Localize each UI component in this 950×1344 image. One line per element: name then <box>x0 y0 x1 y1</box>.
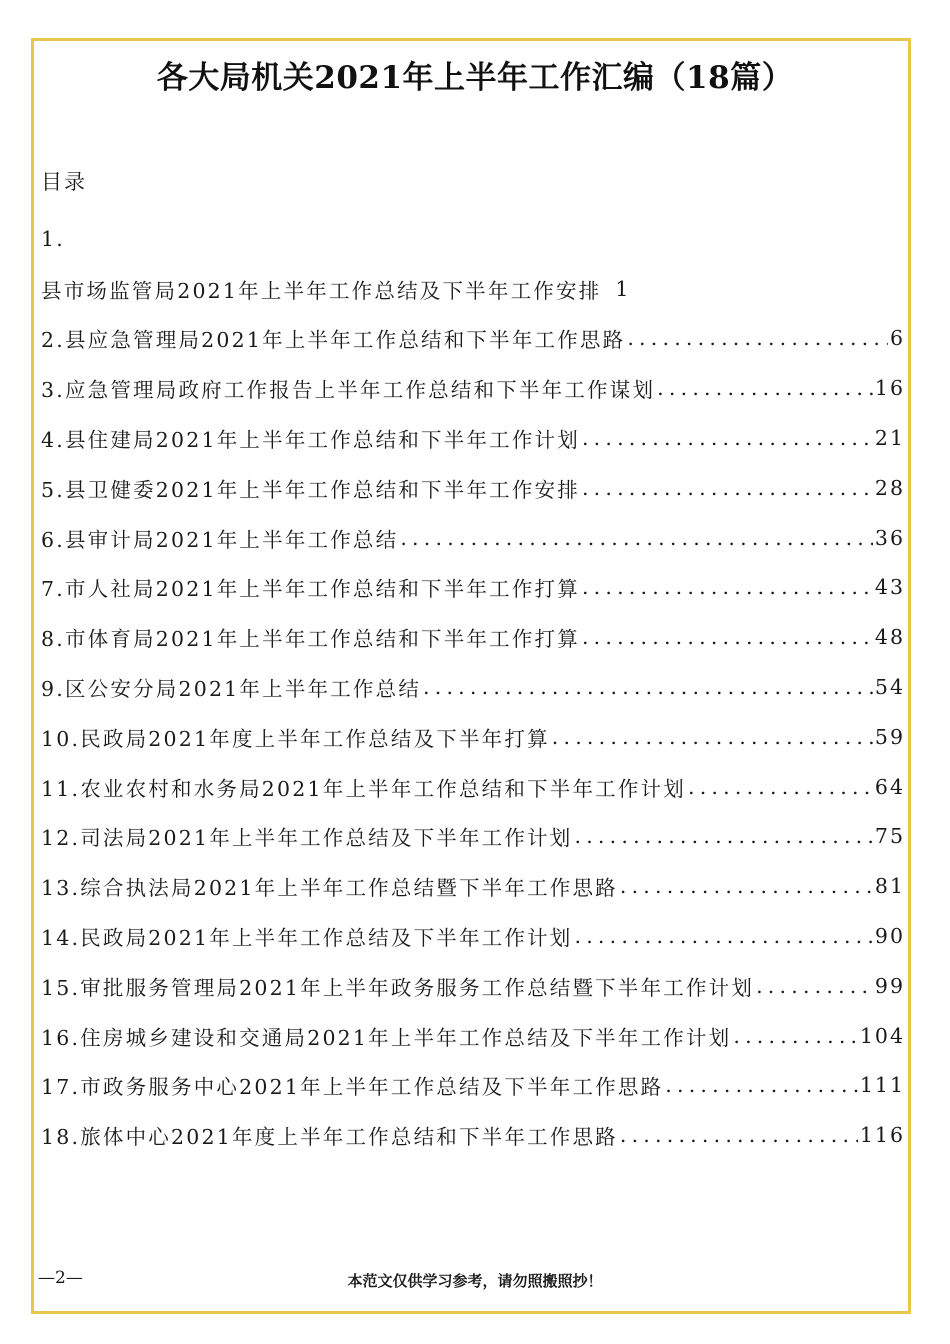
toc-entry-page: 90 <box>874 924 905 949</box>
toc-dot-leader <box>665 1073 858 1097</box>
document-title: 各大局机关2021年上半年工作汇编（18篇） <box>156 60 794 96</box>
toc-entry-page: 81 <box>874 874 905 899</box>
page-number: —2— <box>38 1268 83 1288</box>
toc-entry-page: 54 <box>874 675 905 700</box>
toc-entry-page: 28 <box>874 475 905 500</box>
toc-entry-title: 9.区公安分局2021年上半年工作总结 <box>41 677 422 702</box>
toc-entry-page: 64 <box>874 774 905 799</box>
toc-entry-page: 6 <box>889 326 905 351</box>
toc-entry[interactable] <box>41 264 905 314</box>
toc-dot-leader <box>552 725 873 749</box>
toc-entry[interactable] <box>41 1011 905 1061</box>
toc-entry-title: 11.农业农村和水务局2021年上半年工作总结和下半年工作计划 <box>41 776 686 801</box>
footer-disclaimer: 本范文仅供学习参考，请勿照搬照抄！ <box>347 1272 603 1290</box>
toc-entry[interactable] <box>41 812 905 862</box>
toc-entry-page: 116 <box>859 1123 905 1148</box>
toc-heading: 目录 <box>41 170 87 194</box>
toc-dot-leader <box>733 1024 857 1048</box>
toc-dot-leader <box>400 526 873 550</box>
toc-entry[interactable] <box>41 413 905 463</box>
toc-entry-page: 111 <box>859 1073 905 1098</box>
toc-entry[interactable] <box>41 1110 905 1160</box>
toc-dot-leader <box>582 426 873 450</box>
toc-entry-title: 18.旅体中心2021年度上半年工作总结和下半年工作思路 <box>41 1125 618 1150</box>
toc-entry-title: 2.县应急管理局2021年上半年工作总结和下半年工作思路 <box>41 328 626 353</box>
toc-dot-leader <box>582 476 873 500</box>
toc-entry-page: 59 <box>874 724 905 749</box>
toc-entry[interactable] <box>41 214 905 264</box>
toc-dot-leader <box>756 974 873 998</box>
toc-dot-leader <box>423 675 873 699</box>
toc-entry[interactable] <box>41 612 905 662</box>
toc-entry-title: 1. <box>41 226 65 251</box>
toc-entry[interactable] <box>41 662 905 712</box>
toc-dot-leader <box>582 575 873 599</box>
toc-entry[interactable] <box>41 1061 905 1111</box>
toc-entry-page: 1 <box>615 276 631 301</box>
toc-entry-page: 75 <box>874 824 905 849</box>
toc-entry-title: 12.司法局2021年上半年工作总结及下半年工作计划 <box>41 826 573 851</box>
toc-entry-title: 14.民政局2021年上半年工作总结及下半年工作计划 <box>41 926 573 951</box>
toc-dot-leader <box>574 824 872 848</box>
toc-dot-leader <box>620 874 873 898</box>
toc-entry-page: 99 <box>874 973 905 998</box>
toc-entry-page: 16 <box>874 376 905 401</box>
toc-dot-leader <box>620 1123 858 1147</box>
toc-dot-leader <box>574 924 872 948</box>
toc-entry-title: 15.审批服务管理局2021年上半年政务服务工作总结暨下半年工作计划 <box>41 975 755 1000</box>
toc-entry-page: 48 <box>874 625 905 650</box>
toc-dot-leader <box>657 376 873 400</box>
toc-entry-title: 4.县住建局2021年上半年工作总结和下半年工作计划 <box>41 428 580 453</box>
toc-entry-title: 县市场监管局2021年上半年工作总结及下半年工作安排 <box>41 278 602 303</box>
toc-entry[interactable] <box>41 314 905 364</box>
toc-entry[interactable] <box>41 762 905 812</box>
toc-entry[interactable] <box>41 961 905 1011</box>
toc-entry[interactable] <box>41 563 905 613</box>
toc-entry[interactable] <box>41 712 905 762</box>
toc-entry-title: 7.市人社局2021年上半年工作总结和下半年工作打算 <box>41 577 580 602</box>
toc-entry-page: 36 <box>874 525 905 550</box>
toc-entry-title: 8.市体育局2021年上半年工作总结和下半年工作打算 <box>41 627 580 652</box>
toc-entry[interactable] <box>41 513 905 563</box>
table-of-contents <box>41 214 905 1160</box>
toc-entry[interactable] <box>41 911 905 961</box>
toc-entry[interactable] <box>41 363 905 413</box>
toc-dot-leader <box>582 625 873 649</box>
toc-dot-leader <box>688 775 873 799</box>
toc-entry-title: 5.县卫健委2021年上半年工作总结和下半年工作安排 <box>41 477 580 502</box>
toc-entry-page: 43 <box>874 575 905 600</box>
toc-entry-page: 104 <box>859 1023 905 1048</box>
toc-entry-title: 17.市政务服务中心2021年上半年工作总结及下半年工作思路 <box>41 1075 664 1100</box>
toc-entry[interactable] <box>41 463 905 513</box>
toc-entry-page: 21 <box>874 426 905 451</box>
toc-entry-title: 10.民政局2021年度上半年工作总结及下半年打算 <box>41 726 550 751</box>
toc-entry-title: 3.应急管理局政府工作报告上半年工作总结和下半年工作谋划 <box>41 378 656 403</box>
toc-entry-title: 16.住房城乡建设和交通局2021年上半年工作总结及下半年工作计划 <box>41 1025 732 1050</box>
toc-entry-title: 6.县审计局2021年上半年工作总结 <box>41 527 399 552</box>
toc-entry-title: 13.综合执法局2021年上半年工作总结暨下半年工作思路 <box>41 876 618 901</box>
toc-dot-leader <box>627 326 888 350</box>
toc-entry[interactable] <box>41 861 905 911</box>
